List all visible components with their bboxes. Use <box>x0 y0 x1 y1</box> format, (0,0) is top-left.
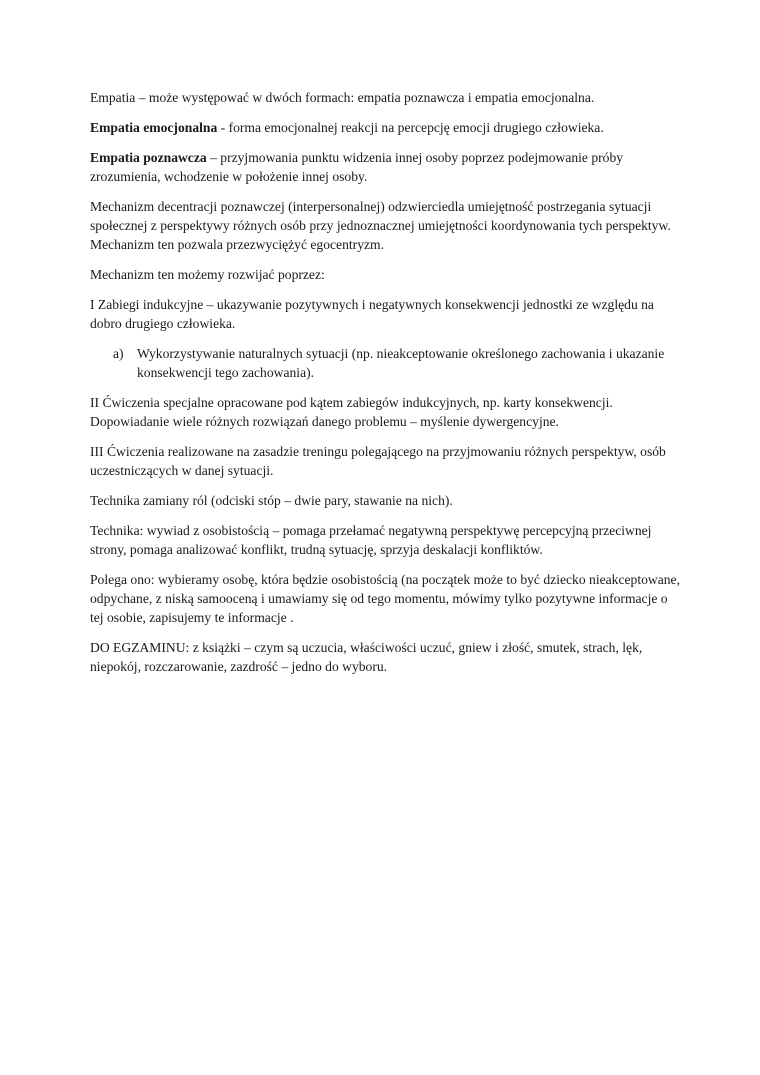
paragraph-special-exercises: II Ćwiczenia specjalne opracowane pod kątem zabiegów indukcyjnych, np. karty konsekwencji. Dopowiadanie wiele różnych rozwiązań danego problemu – myślenie dywergencyjne. <box>90 395 613 429</box>
paragraph-exam: DO EGZAMINU: z książki – czym są uczucia, właściwości uczuć, gniew i złość, smutek, strach, lęk, niepokój, rozczarowanie, zazdrość – jedno do wyboru. <box>90 640 643 674</box>
paragraph-methods-intro: Mechanizm ten możemy rozwijać poprzez: <box>90 267 325 282</box>
definition-cognitive-empathy: – przyjmowania punktu widzenia innej osoby poprzez podejmowanie próby zrozumienia, wchodzenie w położenie innej osoby. <box>90 150 624 184</box>
paragraph-induction: I Zabiegi indukcyjne – ukazywanie pozytywnych i negatywnych konsekwencji jednostki ze względu na dobro drugiego człowieka. <box>90 297 654 331</box>
list-item <box>90 344 680 382</box>
term-cognitive-empathy: Empatia poznawcza <box>90 150 207 165</box>
paragraph-decentration: Mechanizm decentracji poznawczej (interpersonalnej) odzwierciedla umiejętność postrzegania sytuacji społecznej z perspektywy różnych osób przy jednoznacznej umiejętności koordynowania tych perspektyw. Mechanizm ten pozwala przezwyciężyć egocentryzm. <box>90 199 671 252</box>
paragraph-training-exercises: III Ćwiczenia realizowane na zasadzie treningu polegającego na przyjmowaniu różnych perspektyw, osób uczestniczących w danej sytuacji. <box>90 444 666 478</box>
paragraph-role-swap: Technika zamiany ról (odciski stóp – dwie pary, stawanie na nich). <box>90 493 453 508</box>
paragraph-emotional-empathy <box>90 118 680 137</box>
paragraph-interview-technique: Technika: wywiad z osobistością – pomaga przełamać negatywną perspektywę percepcyjną przeciwnej strony, pomaga analizować konflikt, trudną sytuację, sprzyja deskalacji konfliktów. <box>90 523 652 557</box>
definition-emotional-empathy: - forma emocjonalnej reakcji na percepcję emocji drugiego człowieka. <box>217 120 604 135</box>
document-page <box>90 88 680 687</box>
paragraph-cognitive-empathy <box>90 148 680 186</box>
paragraph-procedure: Polega ono: wybieramy osobę, która będzie osobistością (na początek może to być dziecko nieakceptowane, odpychane, z niską samooceną i umawiamy się od tego momentu, mówimy tylko pozytywne informacje o tej osobie, zapisujemy te informacje . <box>90 572 680 625</box>
list-item-text: Wykorzystywanie naturalnych sytuacji (np. nieakceptowanie określonego zachowania i ukazanie konsekwencji tego zachowania). <box>137 346 665 380</box>
term-emotional-empathy: Empatia emocjonalna <box>90 120 218 135</box>
paragraph-intro: Empatia – może występować w dwóch formach: empatia poznawcza i empatia emocjonalna. <box>90 90 595 105</box>
list-marker: a) <box>113 346 124 361</box>
